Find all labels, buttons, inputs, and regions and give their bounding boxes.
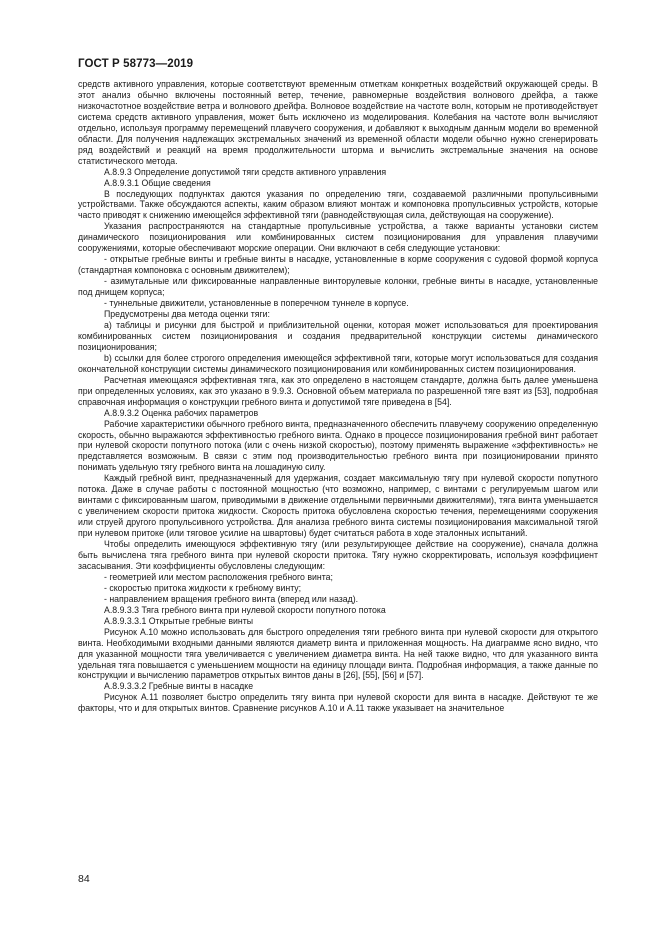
body-text <box>78 79 598 714</box>
subsection-heading: А.8.9.3.3.2 Гребные винты в насадке <box>104 681 254 692</box>
paragraph-continuation: средств активного управления, которые соответствуют временным отметкам конкретных воздействий окружающей среды. В этот анализ обычно включены постоянный ветер, течение, равномерные воздействия волнового дрейфа, а также низкочастотное воздействие ветра и волнового дрейфа. Волновое воздействие на частоте волн, которым не противодействует система средств активного управления, может быть исключено из моделирования. Колебания на частоте волн вычисляют отдельно, используя программу перемещений плавучего сооружения, и добавляют к выходным данным модели во временной области. Для получения надлежащих экстремальных значений из временной области модели обычно нужно сгенерировать ряд воздействий и реакций на время продолжительности шторма и вычислить экстремальные значения на основе статистического метода. <box>78 79 598 166</box>
list-item: b) ссылки для более строгого определения имеющейся эффективной тяги, которые могут использоваться для создания окончательной конструкции системы динамического позиционирования или комбинированных систем позиционирования. <box>78 352 598 374</box>
subsection-heading: А.8.9.3.3 Тяга гребного винта при нулевой скорости попутного потока <box>104 604 386 615</box>
section-heading: А.8.9.3 Определение допустимой тяги средств активного управления <box>104 166 387 177</box>
subsection-heading: А.8.9.3.1 Общие сведения <box>104 177 211 188</box>
list-item: a) таблицы и рисунки для быстрой и приблизительной оценки, которая может использоваться для проектирования комбинированных систем позиционирования и создания предварительной конструкции системы динамического позиционирования; <box>78 319 598 352</box>
standard-header: ГОСТ Р 58773—2019 <box>78 58 194 70</box>
subsection-heading: А.8.9.3.2 Оценка рабочих параметров <box>104 407 259 418</box>
list-item: - открытые гребные винты и гребные винты в насадке, установленные в корме сооружения с судовой формой корпуса (стандартная компоновка с основным движителем); <box>78 254 598 276</box>
paragraph: Каждый гребной винт, предназначенный для удержания, создает максимальную тягу при нулевой скорости попутного потока. Даже в случае работы с постоянной мощностью (что возможно, например, с винтами с регулируемым шагом или винтами с фиксированным шагом, приводимыми в движение отдельными первичными движителями), тяга винта уменьшается с увеличением скорости притока жидкости. Скорость притока обусловлена скоростью течения, перемещениями сооружения или струей другого пропульсивного устройства. Для анализа гребного винта системы позиционирования максимальной тягой при нулевом притоке (или тяговое усилие на швартовы) будет считаться работа в ходе эталонных испытаний. <box>78 473 598 539</box>
list-item: - скоростью притока жидкости к гребному винту; <box>104 582 302 593</box>
paragraph: Рисунок А.10 можно использовать для быстрого определения тяги гребного винта при нулевой скорости для открытого винта. Необходимыми входными данными являются диаметр винта и приложенная мощность. На диаграмме ясно видно, что для указанной мощности тяга увеличивается с увеличением диаметра винта. На ней также видно, что для указанного винта удельная тяга повышается с уменьшением мощности на единицу площади винта. Подробная информация, а также данные по конструкции и вычислению параметров открытых винтов даны в [26], [55], [56] и [57]. <box>78 626 598 681</box>
paragraph: Рабочие характеристики обычного гребного винта, предназначенного обеспечить плавучему сооружению определенную скорость, обычно выражаются эффективностью гребного винта. Однако в процессе позиционирования гребной винт работает при нулевой скорости попутного потока (или с очень низкой скоростью), поэтому применять выражение «эффективность» не представляется возможным. В связи с этим под производительностью гребного винта при позиционировании принято понимать удельную тягу гребного винта на лошадиную силу. <box>78 418 598 473</box>
list-item: - направлением вращения гребного винта (вперед или назад). <box>104 593 359 604</box>
list-item: - туннельные движители, установленные в поперечном туннеле в корпусе. <box>104 298 409 309</box>
page-number: 84 <box>78 873 90 885</box>
paragraph: Предусмотрены два метода оценки тяги: <box>104 309 270 320</box>
paragraph: Рисунок А.11 позволяет быстро определить тягу винта при нулевой скорости для винта в насадке. Действуют те же факторы, что и для открытых винтов. Сравнение рисунков А.10 и А.11 также указывает на значительное <box>78 692 598 714</box>
list-item: - геометрией или местом расположения гребного винта; <box>104 571 333 582</box>
list-item: - азимутальные или фиксированные направленные винторулевые колонки, гребные винты в насадке, установленные под днищем корпуса; <box>78 276 598 298</box>
subsection-heading: А.8.9.3.3.1 Открытые гребные винты <box>104 615 254 626</box>
paragraph: Расчетная имеющаяся эффективная тяга, как это определено в настоящем стандарте, должна быть далее уменьшена при определенных условиях, как это указано в 9.9.3. Основной объем материала по разрешенной тяге взят из [53], подробная справочная информация о конструкции гребного винта и допустимой тяге приведена в [54]. <box>78 374 598 407</box>
paragraph: В последующих подпунктах даются указания по определению тяги, создаваемой различными пропульсивными устройствами. Также обсуждаются аспекты, каким образом влияют монтаж и компоновка пропульсивных устройств, которые часто приводят к снижению имеющейся эффективной тяги (равнодействующая сила, действующая на сооружение). <box>78 188 598 221</box>
paragraph: Чтобы определить имеющуюся эффективную тягу (или результирующее действие на сооружение), сначала должна быть вычислена тяга гребного винта при нулевой скорости притока. Тягу нужно скорректировать, используя коэффициент засасывания. Эти коэффициенты обусловлены следующим: <box>78 539 598 571</box>
paragraph: Указания распространяются на стандартные пропульсивные устройства, а также варианты установки систем динамического позиционирования или комбинированных систем позиционирования для управления плавучими сооружениями, которые обеспечивают морские операции. Они включают в себя следующие установки: <box>78 221 598 254</box>
